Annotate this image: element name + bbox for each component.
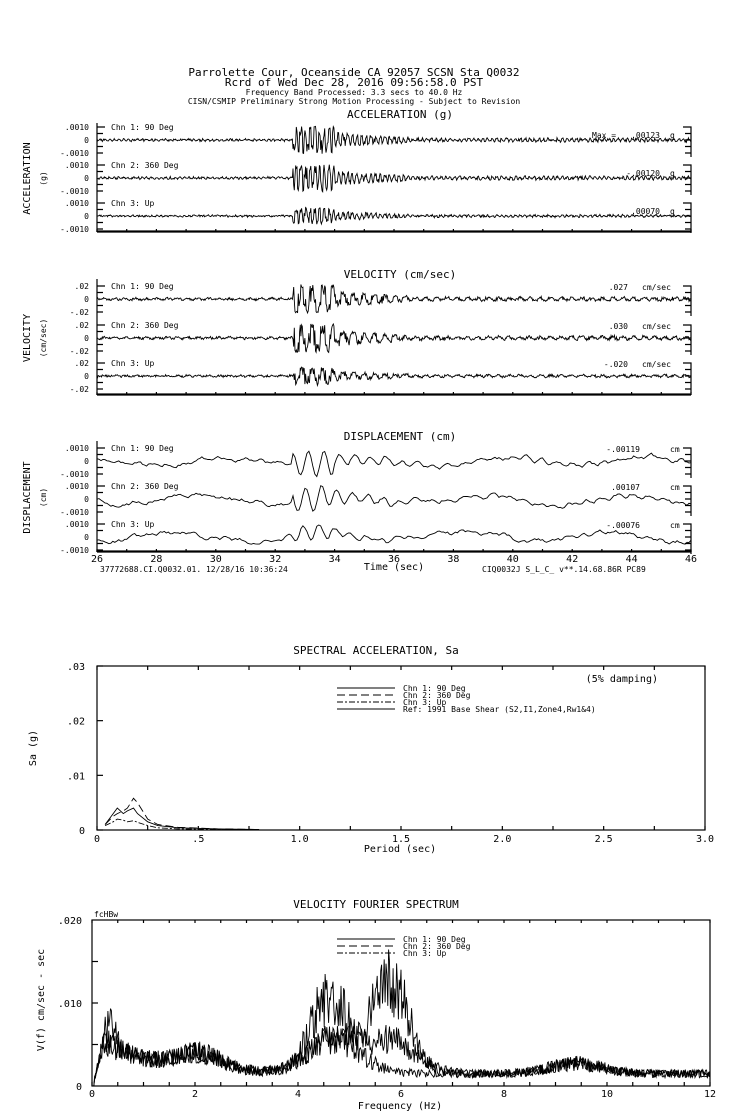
x-tick-label: 2.0 — [493, 834, 512, 845]
peak-unit: g — [670, 207, 675, 216]
y-tick-label: .0010 — [64, 199, 89, 208]
x-tick-label: 1.0 — [290, 834, 309, 845]
x-tick-label: 6 — [397, 1089, 405, 1100]
y-ticks-right — [683, 165, 691, 195]
x-tick-label: 10 — [600, 1089, 614, 1100]
channel-trace — [60, 161, 691, 196]
y-ticks-right — [683, 363, 691, 393]
y-tick-label: -.02 — [69, 308, 89, 317]
channel-trace — [70, 359, 691, 394]
footer-left: 37772688.CI.Q0032.01. 12/28/16 10:36:24 — [100, 565, 288, 574]
y-ticks-right — [683, 286, 691, 316]
peak-value: .00070 — [631, 207, 660, 216]
peak-value: -.00119 — [606, 445, 640, 454]
x-tick-label: 30 — [209, 554, 222, 565]
x-axis-label: Period (sec) — [363, 844, 437, 855]
x-tick-label: 34 — [328, 554, 341, 565]
y-tick-label: -.0010 — [60, 470, 89, 479]
peak-unit: g — [670, 131, 675, 140]
waveform-line — [97, 165, 691, 192]
max-prefix: Max = — [592, 131, 617, 140]
channel-label: Chn 3: Up — [111, 199, 155, 208]
x-tick-label: 38 — [447, 554, 460, 565]
y-axis-label: VELOCITY — [22, 313, 33, 363]
y-tick-label: 0 — [84, 372, 89, 381]
channel-trace — [70, 282, 691, 317]
spectral-acceleration-chart — [28, 644, 714, 855]
y-tick-label: .010 — [57, 999, 82, 1010]
y-axis-unit: (cm) — [39, 487, 48, 508]
peak-value: -.020 — [603, 360, 628, 369]
waveform-line — [97, 324, 691, 352]
y-tick-label: 0 — [75, 1082, 82, 1093]
y-ticks-right — [683, 524, 691, 554]
channel-trace — [60, 199, 691, 234]
y-tick-label: .02 — [74, 359, 89, 368]
series-line — [105, 808, 259, 829]
x-tick-label: 0 — [93, 834, 101, 845]
y-tick-label: .03 — [66, 662, 85, 673]
x-tick-label: 8 — [500, 1089, 508, 1100]
legend-item: Chn 2: 360 Deg — [403, 942, 471, 951]
y-axis-unit: (g) — [39, 171, 48, 186]
x-axis-label: Time (sec) — [363, 562, 425, 573]
channel-label: Chn 3: Up — [111, 520, 155, 529]
chart-title: VELOCITY FOURIER SPECTRUM — [293, 898, 459, 911]
y-tick-label: -.0010 — [60, 149, 89, 158]
y-tick-label: .0010 — [64, 161, 89, 170]
peak-value: -.00120 — [626, 169, 660, 178]
x-axis-label: Frequency (Hz) — [357, 1101, 443, 1112]
y-axis-label: ACCELERATION — [22, 142, 33, 215]
peak-value: .00123 — [631, 131, 660, 140]
channel-label: Chn 3: Up — [111, 359, 155, 368]
waveform-line — [97, 451, 691, 476]
y-tick-label: .0010 — [64, 123, 89, 132]
channel-trace — [60, 482, 691, 517]
waveform-line — [97, 367, 691, 385]
x-tick-label: 2 — [191, 1089, 199, 1100]
x-tick-label: 40 — [506, 554, 519, 565]
y-ticks-left — [97, 524, 105, 550]
peak-value: .030 — [608, 322, 628, 331]
y-axis-unit: (cm/sec) — [39, 318, 48, 358]
peak-unit: cm — [670, 521, 680, 530]
spectrum-line — [92, 950, 710, 1087]
x-tick-label: 46 — [684, 554, 698, 565]
panel-displacement — [22, 430, 691, 555]
y-tick-label: 0 — [84, 533, 89, 542]
fourier-spectrum-chart — [36, 898, 716, 1112]
waveform-line — [97, 486, 691, 511]
y-tick-label: .02 — [74, 282, 89, 291]
x-tick-label: 3.0 — [695, 834, 715, 845]
y-tick-label: 0 — [84, 457, 89, 466]
y-axis-label: DISPLACEMENT — [22, 461, 33, 534]
x-tick-label: 4 — [294, 1089, 302, 1100]
y-ticks-right — [683, 127, 691, 157]
panel-velocity — [22, 268, 691, 395]
x-tick-label: 32 — [269, 554, 282, 565]
footer-right: CIQ0032J S_L_C_ v**.14.68.86R PC89 — [482, 565, 646, 574]
y-tick-label: 0 — [84, 212, 89, 221]
x-tick-label: 26 — [90, 554, 104, 565]
y-tick-label: .020 — [57, 916, 82, 927]
panel-title: ACCELERATION (g) — [347, 108, 453, 121]
damping-annotation: (5% damping) — [585, 674, 658, 685]
channel-label: Chn 2: 360 Deg — [111, 161, 179, 170]
y-tick-label: 0 — [84, 334, 89, 343]
plot-frame — [97, 666, 705, 830]
panel-title: VELOCITY (cm/sec) — [343, 268, 457, 281]
y-tick-label: .0010 — [64, 520, 89, 529]
y-axis-label: Sa (g) — [28, 729, 39, 767]
x-tick-label: 44 — [625, 554, 638, 565]
series-line — [105, 798, 259, 829]
x-tick-label: 42 — [566, 554, 579, 565]
y-ticks-right — [683, 486, 691, 516]
header-band: Frequency Band Processed: 3.3 secs to 40.0 Hz — [245, 88, 463, 97]
channel-trace — [60, 444, 691, 479]
peak-unit: cm/sec — [642, 322, 671, 331]
y-tick-label: -.0010 — [60, 225, 89, 234]
y-tick-label: 0 — [84, 295, 89, 304]
chart-title: SPECTRAL ACCELERATION, Sa — [293, 644, 459, 657]
y-ticks-left — [97, 325, 105, 351]
header-record: Rcrd of Wed Dec 28, 2016 09:56:58.0 PST — [224, 76, 484, 89]
peak-unit: g — [670, 169, 675, 178]
x-tick-label: 0 — [88, 1089, 96, 1100]
report-header — [188, 66, 521, 106]
corner-label: fcHBw — [94, 910, 119, 919]
plot-frame — [92, 920, 710, 1086]
y-ticks-right — [683, 203, 691, 233]
y-tick-label: -.0010 — [60, 187, 89, 196]
y-tick-label: -.02 — [69, 385, 89, 394]
legend-item: Chn 3: Up — [403, 949, 447, 958]
y-tick-label: .0010 — [64, 444, 89, 453]
x-tick-label: 28 — [150, 554, 163, 565]
channel-trace — [70, 321, 691, 356]
channel-label: Chn 1: 90 Deg — [111, 282, 174, 291]
y-tick-label: 0 — [84, 495, 89, 504]
channel-label: Chn 1: 90 Deg — [111, 123, 174, 132]
y-tick-label: -.0010 — [60, 508, 89, 517]
legend-item: Chn 1: 90 Deg — [403, 684, 466, 693]
peak-unit: cm — [670, 483, 680, 492]
x-tick-label: 36 — [387, 554, 401, 565]
y-tick-label: .0010 — [64, 482, 89, 491]
channel-label: Chn 2: 360 Deg — [111, 482, 179, 491]
channel-trace — [60, 123, 691, 158]
channel-trace — [60, 520, 691, 555]
panel-acceleration — [22, 108, 691, 234]
waveform-line — [97, 285, 691, 313]
legend-item: Chn 1: 90 Deg — [403, 935, 466, 944]
x-tick-label: 12 — [703, 1089, 717, 1100]
y-tick-label: 0 — [78, 826, 85, 837]
peak-unit: cm/sec — [642, 283, 671, 292]
x-tick-label: 2.5 — [594, 834, 613, 845]
peak-value: .00107 — [611, 483, 640, 492]
y-tick-label: .02 — [66, 716, 85, 728]
peak-value: .027 — [608, 283, 628, 292]
y-tick-label: 0 — [84, 174, 89, 183]
x-tick-label: 1.5 — [391, 834, 411, 845]
header-station: Parrolette Cour, Oceanside CA 92057 SCSN Sta Q0032 — [188, 66, 520, 79]
y-tick-label: .01 — [66, 771, 85, 783]
x-tick-label: .5 — [192, 834, 205, 845]
y-tick-label: -.0010 — [60, 546, 89, 555]
waveform-line — [97, 208, 691, 225]
waveform-line — [97, 525, 691, 544]
peak-unit: cm/sec — [642, 360, 671, 369]
peak-value: -.00076 — [606, 521, 640, 530]
y-tick-label: 0 — [84, 136, 89, 145]
y-tick-label: -.02 — [69, 347, 89, 356]
channel-label: Chn 1: 90 Deg — [111, 444, 174, 453]
legend-item: Chn 3: Up — [403, 698, 447, 707]
peak-unit: cm — [670, 445, 680, 454]
legend-item: Ref: 1991 Base Shear (S2,I1,Zone4,Rw1&4) — [403, 705, 596, 714]
panel-title: DISPLACEMENT (cm) — [343, 430, 457, 443]
y-tick-label: .02 — [74, 321, 89, 330]
header-disclaimer: CISN/CSMIP Preliminary Strong Motion Processing - Subject to Revision — [187, 97, 521, 106]
channel-label: Chn 2: 360 Deg — [111, 321, 179, 330]
legend-item: Chn 2: 360 Deg — [403, 691, 471, 700]
y-axis-label: V(f) cm/sec - sec — [36, 948, 47, 1052]
